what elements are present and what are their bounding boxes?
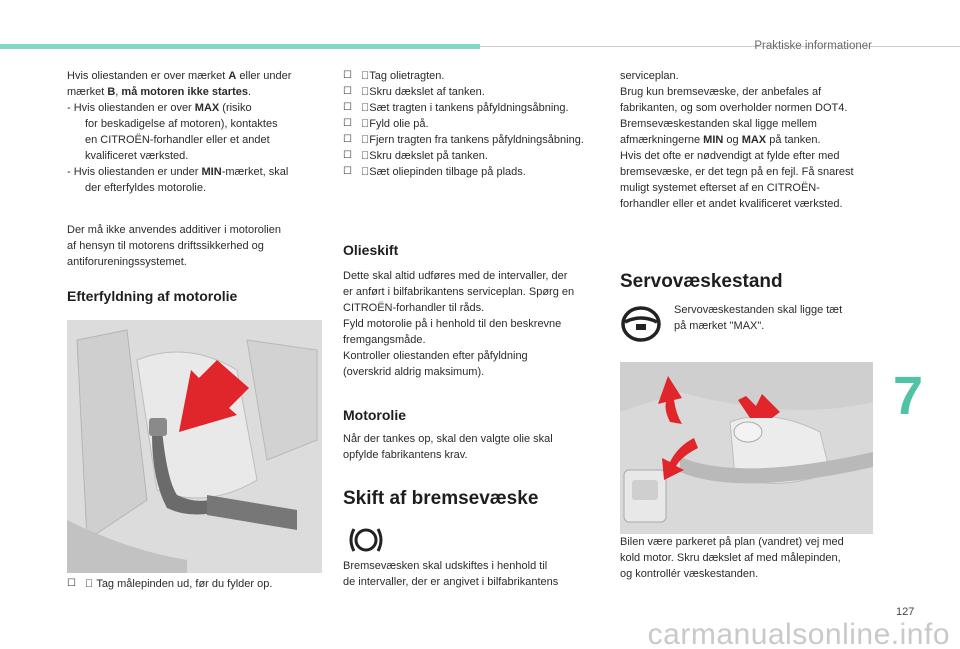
caption-dipstick: ☐ Tag målepinden ud, før du fylder op.: [67, 578, 273, 590]
checkbox-bullet-icon: ☐: [67, 578, 76, 589]
checkbox-bullet-icon: ☐: [343, 86, 352, 97]
step-item: ☐ Fjern tragten fra tankens påfyldningsåbning.: [343, 134, 584, 146]
column-2-steps: [343, 68, 603, 180]
checkbox-bullet-icon: ☐: [343, 166, 352, 177]
step-item: ☐ Sæt tragten i tankens påfyldningsåbning.: [343, 102, 569, 114]
chapter-number: 7: [893, 366, 924, 426]
heading-efterfyldning: Efterfyldning af motorolie: [67, 288, 238, 304]
checkbox-bullet-icon: ☐: [343, 102, 352, 113]
steering-wheel-icon: [620, 305, 662, 343]
brake-warning-icon: [346, 523, 386, 557]
servo-bottom-text: Bilen være parkeret på plan (vandret) vej med kold motor. Skru dækslet af med målepinden, og kontrollér væskestanden.: [620, 536, 844, 580]
step-item: ☐ Skru dækslet på tanken.: [343, 150, 488, 162]
list-item: - Hvis oliestanden er under MIN-mærket, skal der efterfyldes motorolie.: [67, 166, 289, 194]
intro-text: Hvis oliestanden er over mærket A eller under mærket B, må motoren ikke startes.: [67, 70, 292, 98]
olieskift-text: Dette skal altid udføres med de intervaller, der er anført i bilfabrikantens serviceplan. Spørg en CITROËN-forhandler til råds. Fyld motorolie på i henhold til den beskrevne fremgangsmåde. Kontroller oliestanden efter påfyldning (overskrid aldrig maksimum).: [343, 270, 575, 378]
checkbox-bullet-icon: ☐: [343, 134, 352, 145]
power-steering-illustration: [620, 362, 873, 534]
brake-text: Bremsevæsken skal udskiftes i henhold til de intervaller, der er angivet i bilfabrikantens: [343, 560, 559, 588]
heading-olieskift: Olieskift: [343, 242, 399, 258]
checkbox-bullet-icon: ☐: [343, 150, 352, 161]
step-item: ☐ Fyld olie på.: [343, 118, 429, 130]
engine-oil-illustration: [67, 320, 322, 573]
engine-oil-photo: [67, 320, 322, 573]
power-steering-photo: [620, 362, 873, 534]
step-item: ☐ Skru dækslet af tanken.: [343, 86, 485, 98]
heading-servovaeskestand: Servovæskestand: [620, 271, 783, 292]
motorolie-text: Når der tankes op, skal den valgte olie skal opfylde fabrikantens krav.: [343, 433, 553, 461]
additive-note: Der må ikke anvendes additiver i motorolien af hensyn til motorens driftssikkerhed og antiforureningssystemet.: [67, 224, 281, 268]
checkbox-bullet-icon: ☐: [343, 70, 352, 81]
step-item: ☐ Sæt oliepinden tilbage på plads.: [343, 166, 526, 178]
page-number: 127: [896, 606, 915, 618]
watermark: carmanualsonline.info: [647, 618, 950, 649]
header-divider: [480, 46, 960, 47]
column-1: [67, 68, 332, 196]
header-accent-bar: [0, 44, 480, 49]
list-item: - Hvis oliestanden er over MAX (risiko for beskadigelse af motoren), kontaktes en CITROËN-forhandler eller et andet kvalificeret værksted.: [67, 102, 278, 162]
column-3-continued: serviceplan. Brug kun bremsevæske, der anbefales af fabrikanten, og som overholder normen DOT4. Bremsevæskestanden skal ligge mellem afmærkningerne MIN og MAX på tanken. Hvis det ofte er nødvendigt at fylde efter med bremsevæske, er det tegn på en fejl. Få snarest muligt systemet efterset af en CITROËN- forhandler eller et andet kvalificeret værksted.: [620, 70, 854, 210]
heading-motorolie: Motorolie: [343, 407, 406, 423]
checkbox-bullet-icon: ☐: [343, 118, 352, 129]
heading-bremsevaeske: Skift af bremsevæske: [343, 488, 539, 509]
section-title: Praktiske informationer: [754, 40, 872, 52]
step-item: ☐ Tag olietragten.: [343, 70, 445, 82]
servo-text: Servovæskestanden skal ligge tæt på mærket "MAX".: [674, 304, 843, 332]
